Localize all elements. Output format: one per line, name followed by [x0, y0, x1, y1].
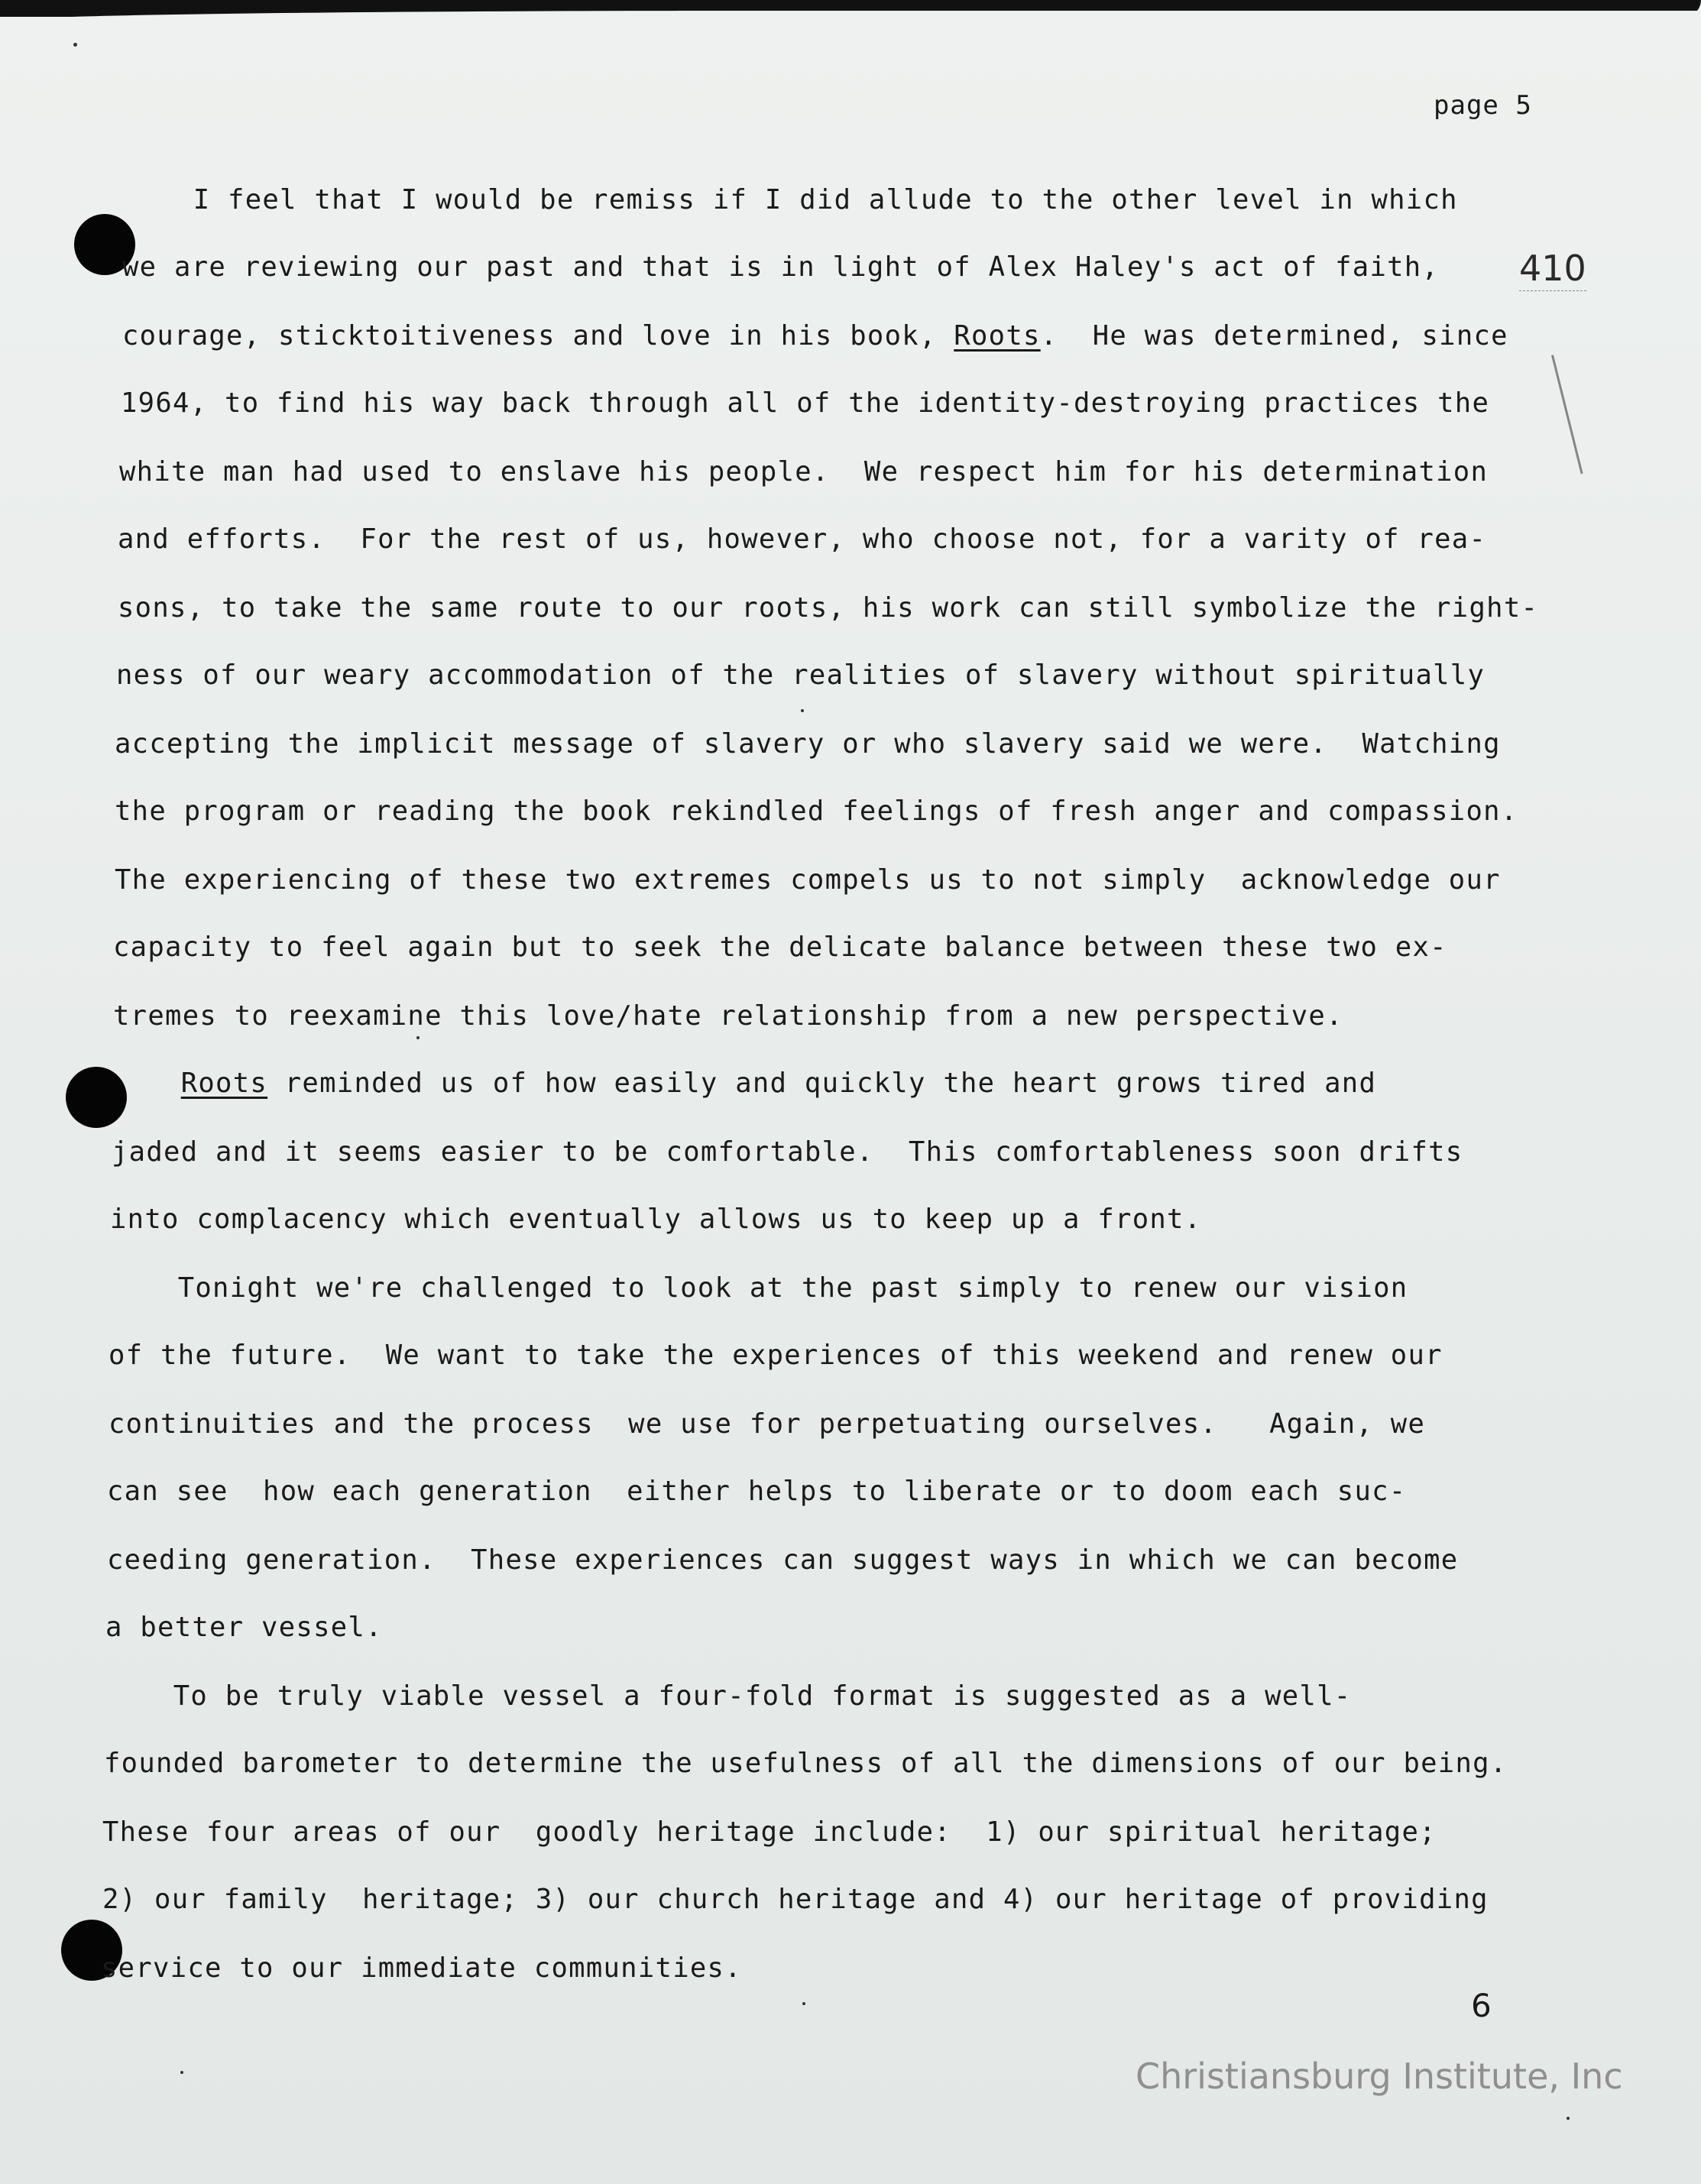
page-label: page 5: [1434, 90, 1532, 121]
text-line: ceeding generation. These experiences can suggest ways in which we can become: [107, 1544, 1459, 1576]
underlined-book-title: Roots: [954, 320, 1041, 352]
page-number: 6: [1471, 1987, 1492, 2024]
text-line: we are reviewing our past and that is in light of Alex Haley's act of faith,: [122, 251, 1440, 283]
text-line: 1964, to find his way back through all of the identity-destroying practices the: [121, 387, 1490, 419]
text-line: jaded and it seems easier to be comfortable. This comfortableness soon drifts: [112, 1136, 1463, 1168]
text-line: [122, 319, 1508, 353]
text-line: can see how each generation either helps to liberate or to doom each suc-: [107, 1476, 1407, 1507]
text-line: a better vessel.: [105, 1612, 383, 1643]
text-line: 2) our family heritage; 3) our church heritage and 4) our heritage of providing: [102, 1884, 1489, 1915]
text-line: founded barometer to determine the usefulness of all the dimensions of our being.: [104, 1748, 1508, 1779]
dust-speck: [802, 2002, 805, 2005]
underlined-book-title: Roots: [180, 1068, 268, 1099]
text-segment: reminded us of how easily and quickly the heart grows tired and: [267, 1068, 1377, 1099]
text-line: I feel that I would be remiss if I did allude to the other level in which: [124, 184, 1458, 215]
text-line: These four areas of our goodly heritage include: 1) our spiritual heritage;: [102, 1816, 1437, 1848]
text-line: of the future. We want to take the experiences of this weekend and renew our: [109, 1340, 1443, 1371]
scan-top-edge: [0, 0, 1701, 17]
pencil-mark: [1551, 355, 1583, 474]
text-line: tremes to reexamine this love/hate relationship from a new perspective.: [113, 1000, 1343, 1032]
text-line: Tonight we're challenged to look at the past simply to renew our vision: [109, 1272, 1408, 1304]
dust-speck: [180, 2071, 183, 2074]
text-line: white man had used to enslave his people. We respect him for his determination: [119, 456, 1489, 488]
text-segment: [112, 1068, 181, 1099]
text-line: the program or reading the book rekindled feelings of fresh anger and compassion.: [115, 796, 1518, 827]
text-line: [112, 1067, 1376, 1100]
text-line: into complacency which eventually allows us to keep up a front.: [110, 1204, 1202, 1235]
dust-speck: [416, 1036, 420, 1039]
text-line: accepting the implicit message of slavery or who slavery said we were. Watching: [115, 728, 1501, 760]
text-line: ness of our weary accommodation of the realities of slavery without spiritually: [116, 659, 1486, 691]
text-segment: . He was determined, since: [1040, 320, 1508, 352]
dust-speck: [801, 709, 804, 712]
text-line: and efforts. For the rest of us, however, who choose not, for a varity of rea-: [118, 523, 1487, 555]
text-line: To be truly viable vessel a four-fold format is suggested as a well-: [104, 1680, 1352, 1712]
archive-watermark: Christiansburg Institute, Inc: [1136, 2056, 1623, 2097]
handwritten-archive-number: 410: [1519, 248, 1586, 291]
text-line: continuities and the process we use for perpetuating ourselves. Again, we: [109, 1408, 1426, 1440]
text-segment: courage, sticktoitiveness and love in his book,: [122, 320, 954, 352]
text-line: service to our immediate communities.: [101, 1952, 742, 1984]
text-line: capacity to feel again but to seek the delicate balance between these two ex-: [113, 932, 1447, 963]
text-line: The experiencing of these two extremes compels us to not simply acknowledge our: [115, 864, 1501, 896]
dust-speck: [1567, 2117, 1570, 2120]
text-line: sons, to take the same route to our roots, his work can still symbolize the right-: [118, 592, 1539, 624]
dust-speck: [73, 43, 77, 47]
